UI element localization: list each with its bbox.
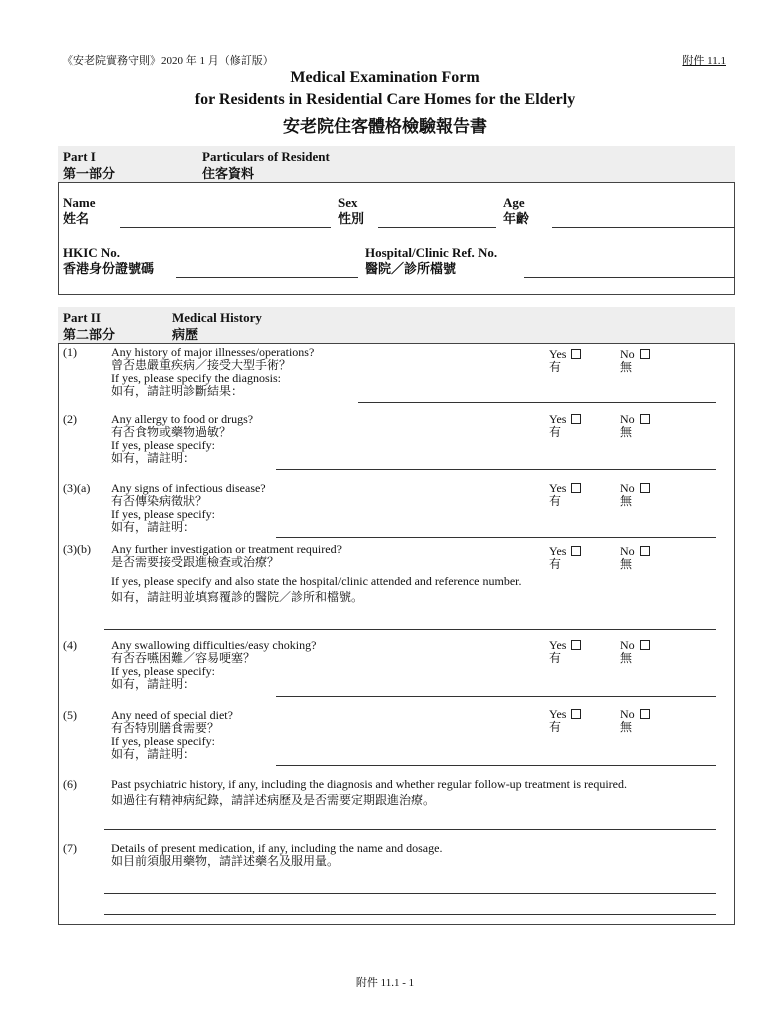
q1-no-option[interactable]: No 無 xyxy=(620,348,650,374)
q7-text: Details of present medication, if any, including the name and dosage. 如目前須服用藥物，請詳述藥名及服用量。 xyxy=(111,841,443,868)
q4-text: Any swallowing difficulties/easy choking? 有否吞嚥困難／容易哽塞？ If yes, please specify: 如有，請註明： xyxy=(111,638,317,691)
q3a-no-checkbox[interactable] xyxy=(640,483,650,493)
q3a-answer-line[interactable] xyxy=(276,537,716,538)
q5-answer-line[interactable] xyxy=(276,765,716,766)
q1-yes-checkbox[interactable] xyxy=(571,349,581,359)
hkic-field[interactable] xyxy=(176,277,358,278)
q1-no-checkbox[interactable] xyxy=(640,349,650,359)
q5-no-option[interactable]: No 無 xyxy=(620,708,650,734)
q4-no-option[interactable]: No 無 xyxy=(620,639,650,665)
q3b-no-checkbox[interactable] xyxy=(640,546,650,556)
q3b-number: (3)(b) xyxy=(63,542,91,556)
q1-text: Any history of major illnesses/operations? 曾否患嚴重疾病／接受大型手術？ If yes, please specify the diagnosis: 如有，請註明診斷結果： xyxy=(111,345,315,398)
q4-no-checkbox[interactable] xyxy=(640,640,650,650)
q5-yes-option[interactable]: Yes 有 xyxy=(549,708,581,734)
q5-yes-checkbox[interactable] xyxy=(571,709,581,719)
age-label: Age 年齡 xyxy=(503,195,530,226)
resident-particulars-box xyxy=(58,182,735,295)
q1-answer-line[interactable] xyxy=(358,402,716,403)
q3b-no-option[interactable]: No 無 xyxy=(620,545,650,571)
annex-number: 附件 11.1 xyxy=(682,55,726,67)
part2-header xyxy=(58,307,735,343)
q7-answer-line-1[interactable] xyxy=(104,893,716,894)
q7-answer-line-2[interactable] xyxy=(104,914,716,915)
q4-yes-checkbox[interactable] xyxy=(571,640,581,650)
part2-heading: Medical History 病歷 xyxy=(172,310,262,342)
q7-number: (7) xyxy=(63,841,77,855)
q2-yes-checkbox[interactable] xyxy=(571,414,581,424)
q3a-no-option[interactable]: No 無 xyxy=(620,482,650,508)
page-footer: 附件 11.1 - 1 xyxy=(355,977,415,989)
q5-text: Any need of special diet? 有否特別膳食需要？ If yes, please specify: 如有，請註明： xyxy=(111,708,233,761)
document-reference: 《安老院實務守則》2020 年 1 月（修訂版） xyxy=(62,55,274,67)
hkic-label: HKIC No. 香港身份證號碼 xyxy=(63,245,155,276)
q2-number: (2) xyxy=(63,412,77,426)
q5-no-checkbox[interactable] xyxy=(640,709,650,719)
q3a-yes-option[interactable]: Yes 有 xyxy=(549,482,581,508)
hospital-ref-label: Hospital/Clinic Ref. No. 醫院／診所檔號 xyxy=(365,245,498,276)
form-title-line2: for Residents in Residential Care Homes for the Elderly xyxy=(194,91,576,108)
q2-answer-line[interactable] xyxy=(276,469,716,470)
q3b-text: Any further investigation or treatment required? 是否需要接受跟進檢查或治療？ If yes, please specify and also state the hospital/clinic attended and reference number. 如有，請註明並填寫覆診的醫院／診所和檔號。 xyxy=(111,542,522,604)
q1-yes-option[interactable]: Yes 有 xyxy=(549,348,581,374)
sex-field[interactable] xyxy=(378,227,496,228)
q3b-answer-line[interactable] xyxy=(104,629,716,630)
age-field[interactable] xyxy=(552,227,735,228)
q3b-yes-option[interactable]: Yes 有 xyxy=(549,545,581,571)
q5-number: (5) xyxy=(63,708,77,722)
q6-answer-line[interactable] xyxy=(104,829,716,830)
q2-no-checkbox[interactable] xyxy=(640,414,650,424)
q3a-number: (3)(a) xyxy=(63,481,91,495)
q3a-text: Any signs of infectious disease? 有否傳染病徵狀？ If yes, please specify: 如有，請註明： xyxy=(111,481,266,534)
sex-label: Sex 性別 xyxy=(338,195,365,226)
hospital-ref-field[interactable] xyxy=(524,277,735,278)
part1-heading: Particulars of Resident 住客資料 xyxy=(202,149,330,181)
q2-no-option[interactable]: No 無 xyxy=(620,413,650,439)
part1-header xyxy=(58,146,735,182)
q6-number: (6) xyxy=(63,777,77,791)
q4-answer-line[interactable] xyxy=(276,696,716,697)
q1-number: (1) xyxy=(63,345,77,359)
q3b-yes-checkbox[interactable] xyxy=(571,546,581,556)
part2-label: Part II 第二部分 xyxy=(63,310,116,342)
form-title-chinese: 安老院住客體格檢驗報告書 xyxy=(283,117,487,136)
name-field[interactable] xyxy=(120,227,331,228)
q3a-yes-checkbox[interactable] xyxy=(571,483,581,493)
part1-label: Part I 第一部分 xyxy=(63,149,116,181)
form-title-line1: Medical Examination Form xyxy=(290,69,480,86)
q6-text: Past psychiatric history, if any, including the diagnosis and whether regular follow-up treatment is required. 如過往有精神病紀錄，請詳述病歷及是否需要定期跟進治療。 xyxy=(111,777,627,807)
q4-number: (4) xyxy=(63,638,77,652)
q2-text: Any allergy to food or drugs? 有否食物或藥物過敏？ If yes, please specify: 如有，請註明： xyxy=(111,412,254,465)
q2-yes-option[interactable]: Yes 有 xyxy=(549,413,581,439)
name-label: Name 姓名 xyxy=(63,195,96,226)
q4-yes-option[interactable]: Yes 有 xyxy=(549,639,581,665)
